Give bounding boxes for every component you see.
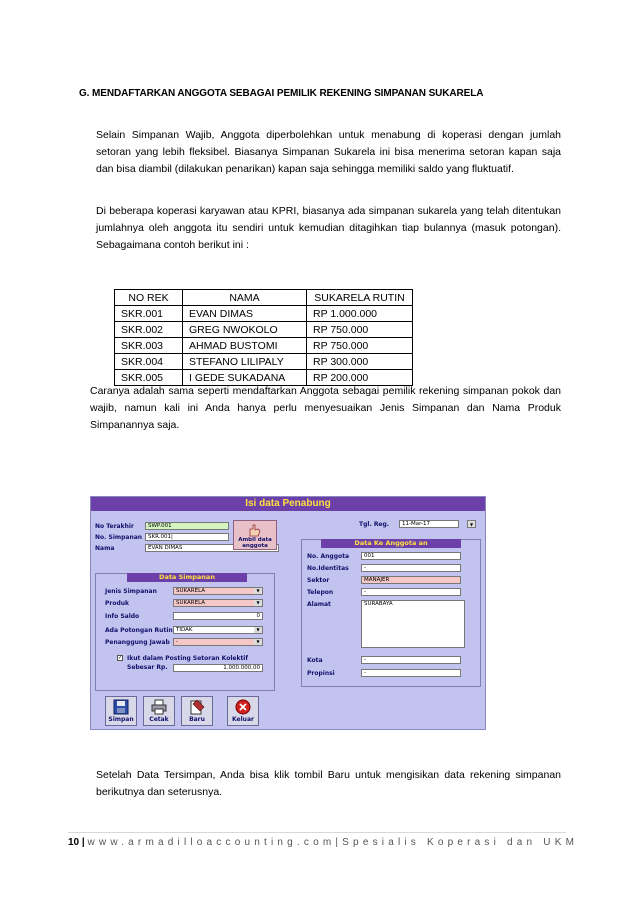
hand-pointer-icon (246, 523, 264, 537)
page-footer (68, 837, 578, 848)
alamat-textarea[interactable]: SURABAYA (361, 600, 465, 648)
floppy-disk-icon (112, 699, 130, 715)
paragraph-method: Caranya adalah sama seperti mendaftarkan Anggota sebagai pemilik rekening simpanan pokok dan wajib, namun kali ini Anda hanya perlu menyesuaikan Jenis Simpanan dan Nama Produk Simpanannya saja. (90, 385, 561, 431)
telepon-field[interactable]: - (361, 588, 461, 596)
data-simpanan-title: Data Simpanan (127, 573, 247, 582)
no-anggota-field[interactable]: 001 (361, 552, 461, 560)
table-cell: RP 200.000 (307, 370, 413, 386)
paragraph-example: Di beberapa koperasi karyawan atau KPRI, biasanya ada simpanan sukarela yang telah ditentukan jumlahnya oleh anggota itu sendiri untuk kemudian ditagihkan tiap bulannya (masuk potongan). Sebagaimana contoh berikut ini : (96, 205, 561, 251)
table-header-row (115, 290, 413, 306)
table-cell: SKR.003 (115, 338, 183, 354)
simpan-button[interactable] (105, 696, 137, 726)
table-cell: EVAN DIMAS (183, 306, 307, 322)
sektor-label: Sektor (307, 577, 330, 584)
calendar-dropdown-icon[interactable]: ▼ (467, 520, 476, 528)
simpan-label: Simpan (108, 716, 134, 723)
data-anggota-title: Data Ke Anggota an (321, 539, 461, 548)
kota-field[interactable]: - (361, 656, 461, 664)
table-cell: SKR.004 (115, 354, 183, 370)
info-saldo-field[interactable]: 0 (173, 612, 263, 620)
paragraph-intro: Selain Simpanan Wajib, Anggota diperbolehkan untuk menabung di koperasi dengan jumlah setoran yang lebih fleksibel. Biasanya Simpanan Sukarela ini bisa menerima setoran kapan saja dan bisa diambil (dilakukan penarikan) kapan saja sehingga memiliki saldo yang fluktuatif. (96, 129, 561, 175)
kota-label: Kota (307, 657, 323, 664)
table-row (115, 354, 413, 370)
sebesar-label: Sebesar Rp. (127, 664, 168, 671)
nama-field[interactable]: EVAN DIMAS (145, 544, 279, 552)
nama-label: Nama (95, 545, 115, 552)
ikut-posting-label: Ikut dalam Posting Setoran Kolektif (127, 655, 248, 662)
new-document-icon (188, 699, 206, 715)
table-cell: SKR.005 (115, 370, 183, 386)
table-row (115, 306, 413, 322)
app-window-isi-data-penabung (90, 496, 486, 730)
table-cell: RP 750.000 (307, 322, 413, 338)
telepon-label: Telepon (307, 589, 334, 596)
app-title: Isi data Penabung (91, 497, 485, 511)
table-cell: RP 300.000 (307, 354, 413, 370)
paragraph-after-save: Setelah Data Tersimpan, Anda bisa klik tombil Baru untuk mengisikan data rekening simpanan berikutnya dan seterusnya. (96, 769, 561, 798)
no-terakhir-label: No Terakhir (95, 523, 134, 530)
baru-button[interactable] (181, 696, 213, 726)
savings-table (114, 289, 413, 386)
sektor-field[interactable]: MANAJER (361, 576, 461, 584)
jenis-simpanan-label: Jenis Simpanan (105, 588, 157, 595)
tgl-reg-field[interactable]: 11-Mar-17 (399, 520, 459, 528)
no-anggota-label: No. Anggota (307, 553, 350, 560)
potongan-rutin-label: Ada Potongan Rutin (105, 627, 173, 634)
alamat-label: Alamat (307, 601, 331, 608)
baru-label: Baru (189, 716, 205, 723)
propinsi-field[interactable]: - (361, 669, 461, 677)
close-icon (234, 699, 252, 715)
no-terakhir-field[interactable]: SWP.001 (145, 522, 229, 530)
footer-site: www.armadilloaccounting.com|Spesialis Koperasi dan UKM (87, 837, 579, 848)
no-identitas-field[interactable]: - (361, 564, 461, 572)
no-simpanan-label: No. Simpanan (95, 534, 143, 541)
ambil-data-anggota-button[interactable] (233, 520, 277, 550)
penanggung-jawab-label: Penanggung Jawab (105, 639, 170, 646)
produk-select[interactable]: SUKARELA ▼ (173, 599, 263, 607)
table-cell: RP 1.000.000 (307, 306, 413, 322)
table-cell: SKR.002 (115, 322, 183, 338)
tgl-reg-label: Tgl. Reg. (359, 521, 390, 528)
no-simpanan-field[interactable]: SKR.001| (145, 533, 229, 541)
info-saldo-label: Info Saldo (105, 613, 140, 620)
table-cell: STEFANO LILIPALY (183, 354, 307, 370)
penanggung-jawab-select[interactable]: - ▼ (173, 638, 263, 646)
table-cell: GREG NWOKOLO (183, 322, 307, 338)
cetak-button[interactable] (143, 696, 175, 726)
table-cell: SKR.001 (115, 306, 183, 322)
table-cell: I GEDE SUKADANA (183, 370, 307, 386)
column-header: SUKARELA RUTIN (307, 290, 413, 306)
column-header: NO REK (115, 290, 183, 306)
printer-icon (150, 699, 168, 715)
ikut-posting-checkbox[interactable]: ✓ (118, 655, 123, 661)
keluar-label: Keluar (232, 716, 254, 723)
page-number: 10 (68, 837, 80, 848)
no-identitas-label: No.Identitas (307, 565, 349, 572)
sebesar-field[interactable]: 1.000.000,00 (173, 664, 263, 672)
table-cell: RP 750.000 (307, 338, 413, 354)
jenis-simpanan-select[interactable]: SUKARELA ▼ (173, 587, 263, 595)
cetak-label: Cetak (149, 716, 169, 723)
footer-separator: | (79, 837, 88, 848)
table-row (115, 322, 413, 338)
propinsi-label: Propinsi (307, 670, 335, 677)
keluar-button[interactable] (227, 696, 259, 726)
table-cell: AHMAD BUSTOMI (183, 338, 307, 354)
table-row (115, 338, 413, 354)
produk-label: Produk (105, 600, 130, 607)
footer-divider (68, 832, 566, 833)
potongan-rutin-select[interactable]: TIDAK ▼ (173, 626, 263, 634)
section-heading: G. MENDAFTARKAN ANGGOTA SEBAGAI PEMILIK REKENING SIMPANAN SUKARELA (79, 88, 484, 99)
ambil-label: Ambil data anggota (238, 537, 272, 549)
column-header: NAMA (183, 290, 307, 306)
